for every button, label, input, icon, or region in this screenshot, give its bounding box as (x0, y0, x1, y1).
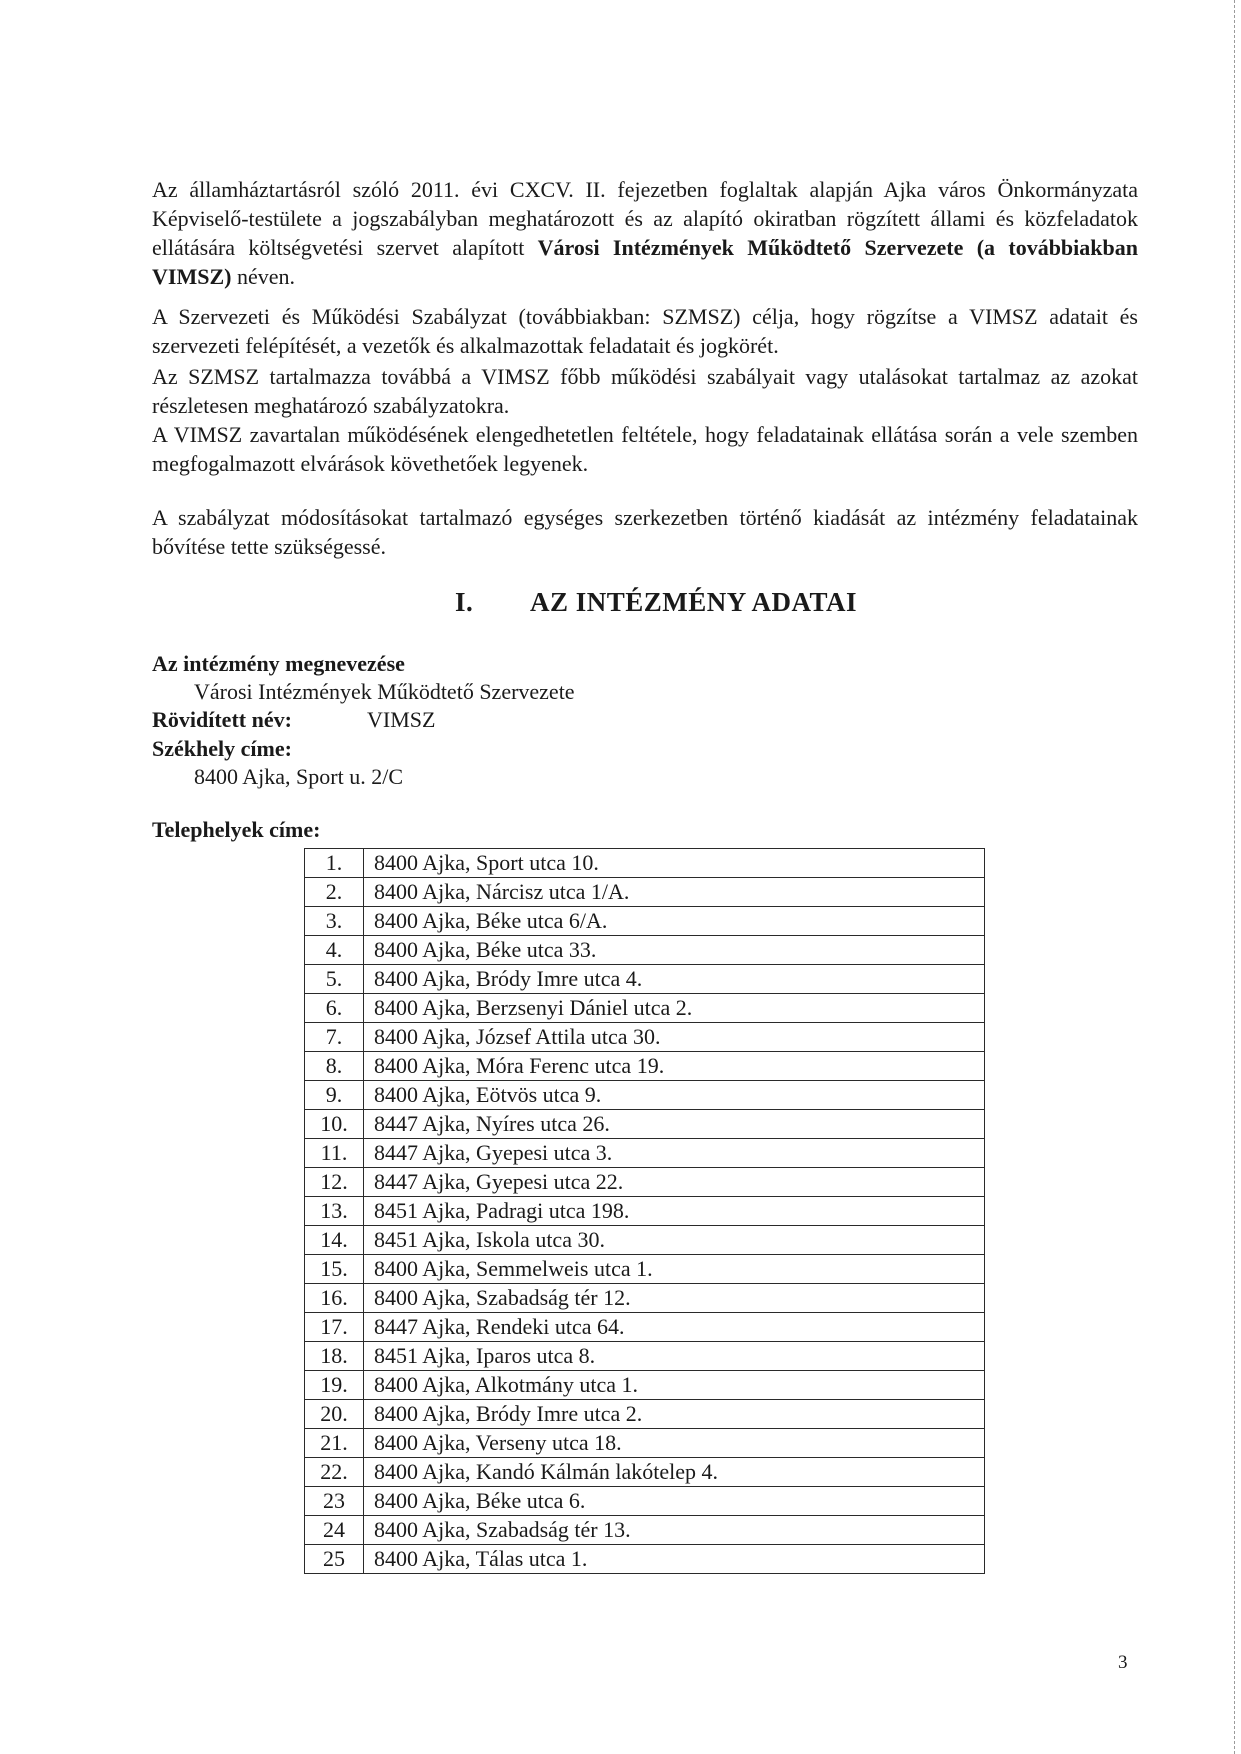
site-address: 8400 Ajka, Móra Ferenc utca 19. (364, 1052, 985, 1081)
site-address: 8447 Ajka, Gyepesi utca 22. (364, 1168, 985, 1197)
table-row (305, 1400, 985, 1429)
table-row (305, 907, 985, 936)
seat-address-label: Székhely címe: (152, 736, 292, 761)
sites-table (304, 848, 985, 1574)
site-address: 8400 Ajka, Semmelweis utca 1. (364, 1255, 985, 1284)
site-address: 8447 Ajka, Nyíres utca 26. (364, 1110, 985, 1139)
table-row (305, 1139, 985, 1168)
short-name-label: Rövidített név: (152, 707, 292, 732)
site-address: 8447 Ajka, Gyepesi utca 3. (364, 1139, 985, 1168)
section-number: I. (455, 587, 474, 617)
site-address: 8400 Ajka, Nárcisz utca 1/A. (364, 878, 985, 907)
site-address: 8400 Ajka, Béke utca 6/A. (364, 907, 985, 936)
site-number: 22. (305, 1458, 364, 1487)
table-row (305, 1168, 985, 1197)
table-row (305, 994, 985, 1023)
table-row (305, 1516, 985, 1545)
table-row (305, 1081, 985, 1110)
site-number: 2. (305, 878, 364, 907)
short-name-value: VIMSZ (367, 707, 436, 732)
site-number: 14. (305, 1226, 364, 1255)
intro-paragraph-3: Az SZMSZ tartalmazza továbbá a VIMSZ főbb működési szabályait vagy utalásokat tartalmaz az azokat részletesen meghatározó szabályzatokra. (152, 364, 1138, 418)
site-number: 24 (305, 1516, 364, 1545)
site-address: 8400 Ajka, Tálas utca 1. (364, 1545, 985, 1574)
sites-label: Telephelyek címe: (152, 817, 321, 842)
site-address: 8400 Ajka, Berzsenyi Dániel utca 2. (364, 994, 985, 1023)
site-number: 15. (305, 1255, 364, 1284)
section-heading (0, 587, 1241, 621)
site-number: 8. (305, 1052, 364, 1081)
site-number: 3. (305, 907, 364, 936)
site-number: 12. (305, 1168, 364, 1197)
site-number: 16. (305, 1284, 364, 1313)
table-row (305, 1284, 985, 1313)
table-row (305, 1197, 985, 1226)
site-number: 1. (305, 849, 364, 878)
intro-paragraph-4: A VIMSZ zavartalan működésének elengedhetetlen feltétele, hogy feladatainak ellátása során a vele szemben megfogalmazott elvárások követhetőek legyenek. (152, 422, 1138, 476)
seat-address-value: 8400 Ajka, Sport u. 2/C (194, 764, 404, 789)
page-number: 3 (1118, 1652, 1128, 1673)
site-number: 5. (305, 965, 364, 994)
site-number: 13. (305, 1197, 364, 1226)
site-address: 8400 Ajka, Sport utca 10. (364, 849, 985, 878)
table-row (305, 965, 985, 994)
table-row (305, 1458, 985, 1487)
table-row (305, 1371, 985, 1400)
site-address: 8400 Ajka, Kandó Kálmán lakótelep 4. (364, 1458, 985, 1487)
site-address: 8400 Ajka, Szabadság tér 13. (364, 1516, 985, 1545)
site-address: 8451 Ajka, Iparos utca 8. (364, 1342, 985, 1371)
intro-paragraph-1-text: Az államháztartásról szóló 2011. évi CXCV. II. fejezetben foglaltak alapján Ajka város Önkormányzata Képviselő-testülete a jogszabályban meghatározott és az alapító okiratban rögzített állami és közfeladatok ellátására költségvetési szervet alapított (152, 177, 1138, 260)
institution-name-value: Városi Intézmények Működtető Szervezete (194, 679, 575, 704)
site-address: 8451 Ajka, Iskola utca 30. (364, 1226, 985, 1255)
table-row (305, 1429, 985, 1458)
site-address: 8400 Ajka, Alkotmány utca 1. (364, 1371, 985, 1400)
site-address: 8447 Ajka, Rendeki utca 64. (364, 1313, 985, 1342)
table-row (305, 1342, 985, 1371)
site-address: 8400 Ajka, Szabadság tér 12. (364, 1284, 985, 1313)
site-number: 7. (305, 1023, 364, 1052)
site-number: 10. (305, 1110, 364, 1139)
table-row (305, 1110, 985, 1139)
table-row (305, 1052, 985, 1081)
site-number: 21. (305, 1429, 364, 1458)
table-row (305, 1545, 985, 1574)
scan-edge-line (1232, 0, 1235, 1754)
table-row (305, 849, 985, 878)
site-number: 6. (305, 994, 364, 1023)
institution-name-label: Az intézmény megnevezése (152, 651, 405, 676)
table-row (305, 1487, 985, 1516)
table-row (305, 1255, 985, 1284)
table-row (305, 1023, 985, 1052)
table-row (305, 878, 985, 907)
site-number: 4. (305, 936, 364, 965)
site-number: 25 (305, 1545, 364, 1574)
sites-table-body (305, 849, 985, 1574)
site-address: 8400 Ajka, Béke utca 6. (364, 1487, 985, 1516)
site-address: 8400 Ajka, Eötvös utca 9. (364, 1081, 985, 1110)
table-row (305, 1313, 985, 1342)
site-number: 17. (305, 1313, 364, 1342)
site-address: 8451 Ajka, Padragi utca 198. (364, 1197, 985, 1226)
site-address: 8400 Ajka, József Attila utca 30. (364, 1023, 985, 1052)
site-address: 8400 Ajka, Bródy Imre utca 2. (364, 1400, 985, 1429)
site-address: 8400 Ajka, Béke utca 33. (364, 936, 985, 965)
intro-paragraph-1-end: néven. (231, 264, 295, 289)
site-address: 8400 Ajka, Bródy Imre utca 4. (364, 965, 985, 994)
institution-name-bold: Városi Intézmények Működtető Szervezete (a továbbiakban VIMSZ) (152, 235, 1138, 289)
site-number: 9. (305, 1081, 364, 1110)
section-title: AZ INTÉZMÉNY ADATAI (530, 587, 858, 617)
site-number: 19. (305, 1371, 364, 1400)
site-number: 11. (305, 1139, 364, 1168)
site-number: 20. (305, 1400, 364, 1429)
table-row (305, 1226, 985, 1255)
intro-paragraph-1 (152, 175, 1138, 291)
site-number: 18. (305, 1342, 364, 1371)
intro-paragraph-5: A szabályzat módosításokat tartalmazó egységes szerkezetben történő kiadását az intézmény feladatainak bővítése tette szükségessé. (152, 505, 1138, 559)
site-address: 8400 Ajka, Verseny utca 18. (364, 1429, 985, 1458)
site-number: 23 (305, 1487, 364, 1516)
table-row (305, 936, 985, 965)
intro-paragraph-2: A Szervezeti és Működési Szabályzat (továbbiakban: SZMSZ) célja, hogy rögzítse a VIMSZ adatait és szervezeti felépítését, a vezetők és alkalmazottak feladatait és jogkörét. (152, 304, 1138, 358)
